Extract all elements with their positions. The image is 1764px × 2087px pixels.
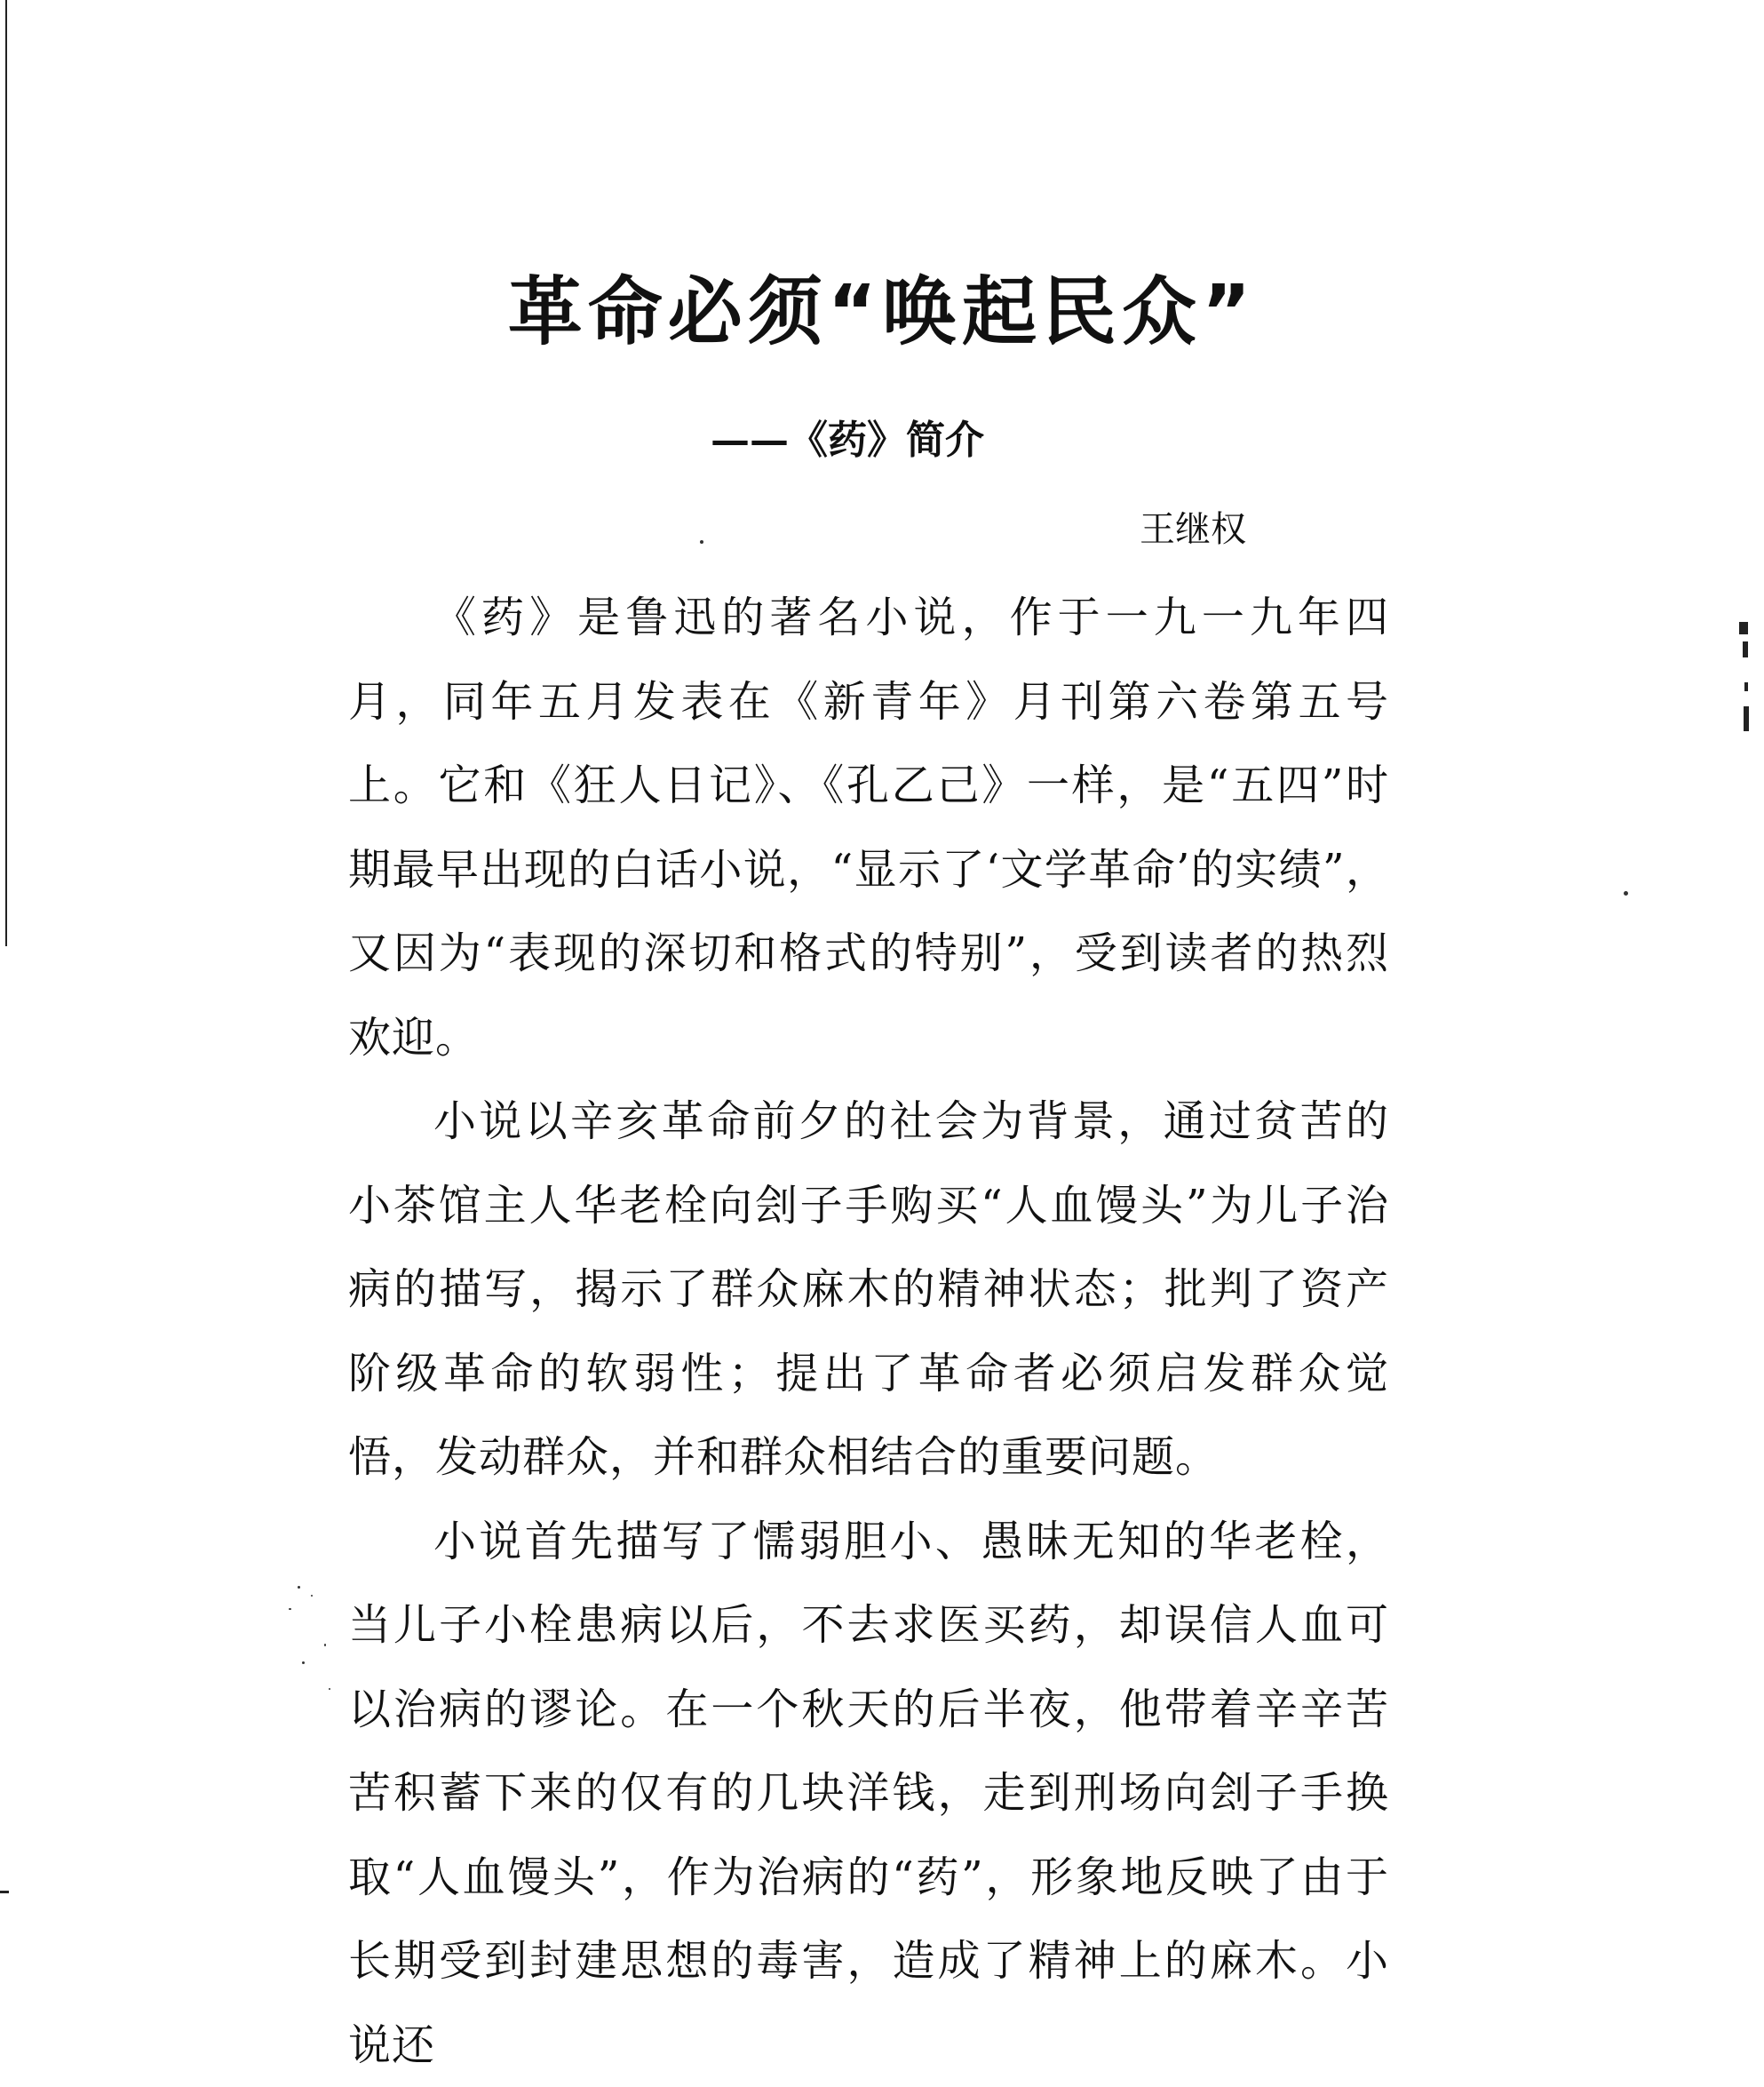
article-body	[348, 576, 1389, 2087]
scan-artifact-speck	[302, 1661, 305, 1664]
scan-artifact-mark	[0, 1891, 9, 1893]
page-subtitle: ——《药》简介	[711, 418, 984, 465]
scan-artifact-speck	[329, 1688, 330, 1690]
page-title: 革命必须“唤起民众”	[0, 271, 1764, 353]
scan-artifact-mark	[1739, 622, 1748, 634]
scan-artifact-speck	[311, 1595, 313, 1597]
scan-artifact-speck	[324, 1644, 326, 1646]
paragraph-2: 小说以辛亥革命前夕的社会为背景，通过贫苦的小茶馆主人华老栓向刽子手购买“人血馒头”为儿子治病的描写，揭示了群众麻木的精神状态；批判了资产阶级革命的软弱性；提出了革命者必须启发群众觉悟，发动群众，并和群众相结合的重要问题。	[348, 1079, 1389, 1500]
scan-artifact-speck	[289, 1608, 291, 1610]
scan-artifact-speck	[298, 1586, 300, 1589]
paragraph-3: 小说首先描写了懦弱胆小、愚昧无知的华老栓，当儿子小栓患病以后，不去求医买药，却误信人血可以治病的谬论。在一个秋天的后半夜，他带着辛辛苦苦积蓄下来的仅有的几块洋钱，走到刑场向刽子手换取“人血馒头”，作为治病的“药”，形象地反映了由于长期受到封建思想的毒害，造成了精神上的麻木。小说还	[348, 1500, 1389, 2087]
scan-left-edge-line	[5, 0, 7, 946]
author-name: 王继权	[1140, 508, 1246, 551]
scan-artifact-mark	[1744, 706, 1749, 731]
scan-artifact-speck	[1624, 891, 1628, 896]
scan-artifact-mark	[1744, 682, 1748, 691]
scan-artifact-mark	[1743, 641, 1748, 657]
scan-artifact-speck	[700, 540, 703, 544]
paragraph-1: 《药》是鲁迅的著名小说，作于一九一九年四月，同年五月发表在《新青年》月刊第六卷第五号上。它和《狂人日记》、《孔乙己》一样，是“五四”时期最早出现的白话小说，“显示了‘文学革命’的实绩”，又因为“表现的深切和格式的特别”，受到读者的热烈欢迎。	[348, 576, 1389, 1079]
